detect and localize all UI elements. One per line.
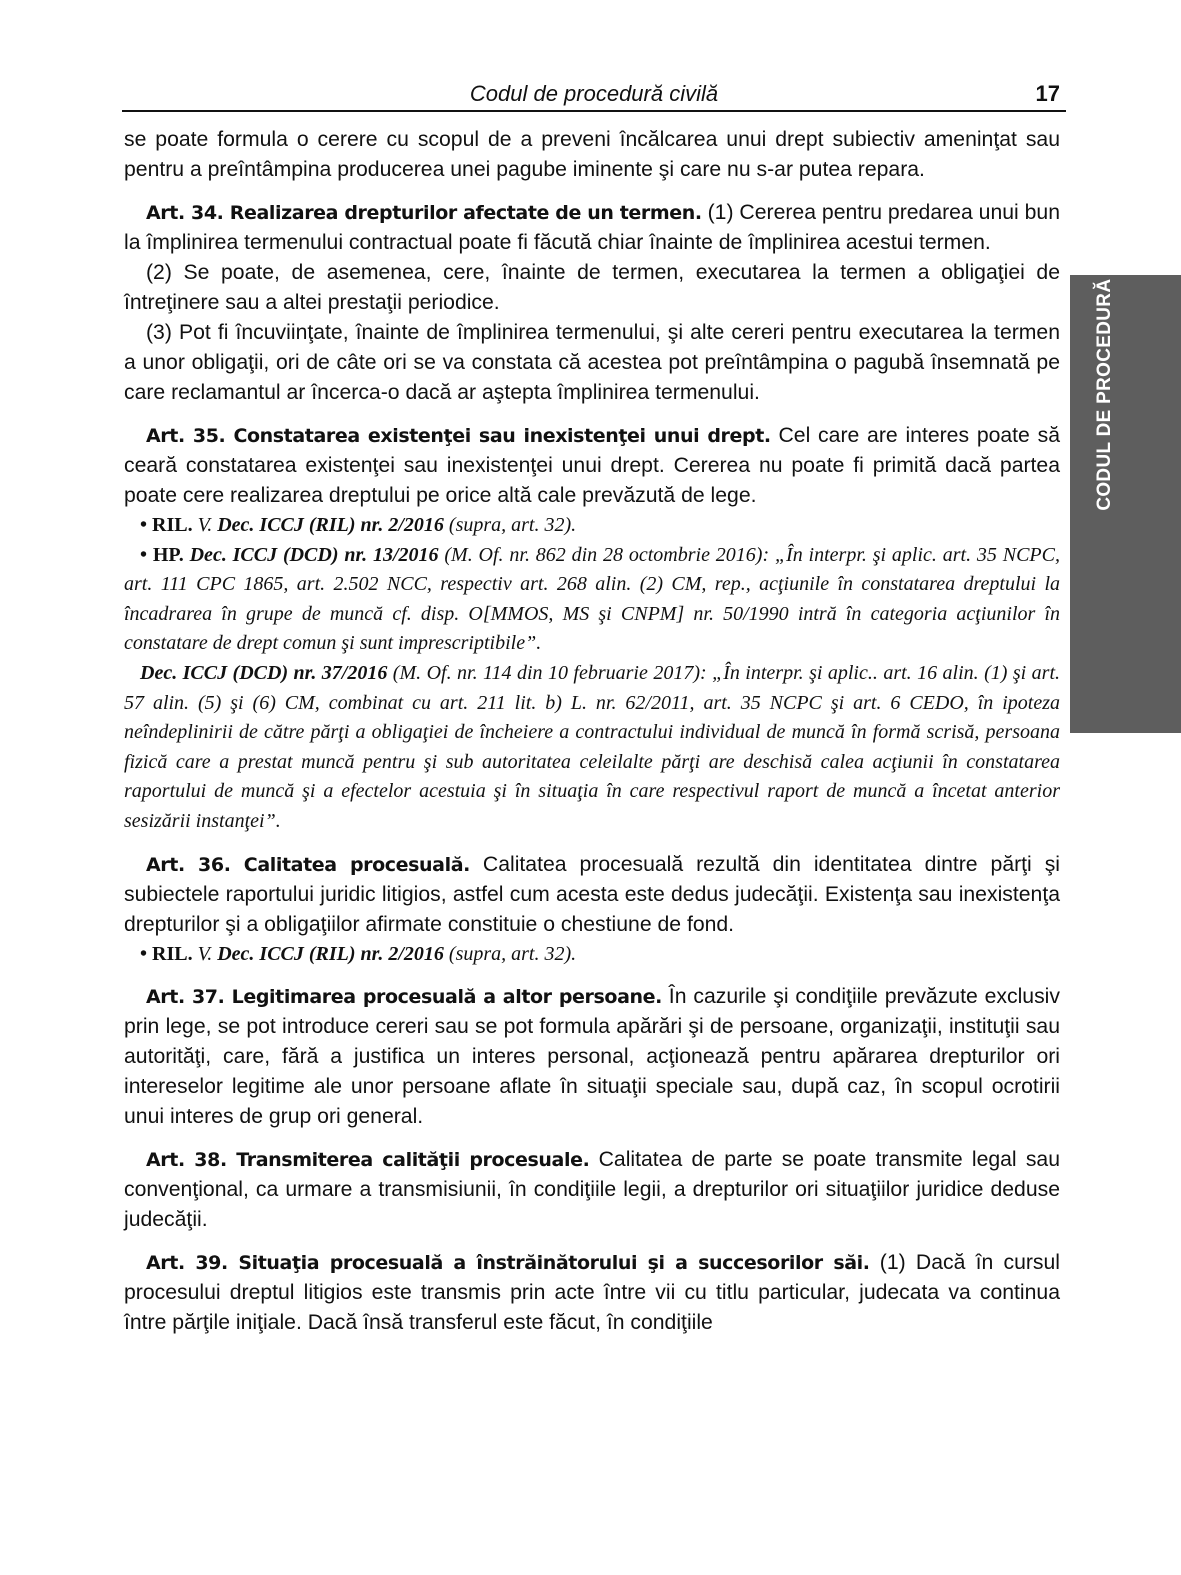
- note-label-ril: • RIL.: [140, 514, 193, 536]
- article-35: [124, 421, 1060, 511]
- chapter-thumb-tab-label: CODUL DE PROCEDURĂ CIVILĂ: [1094, 209, 1115, 511]
- article-35-note-ril: • RIL. V. Dec. ICCJ (RIL) nr. 2/2016 (supra, art. 32).: [140, 514, 577, 536]
- note-ref: Dec. ICCJ (DCD) nr. 37/2016: [140, 661, 388, 684]
- article-35-note-hp: [124, 541, 1060, 659]
- continuation-paragraph: se poate formula o cerere cu scopul de a preveni încălcarea unui drept subiectiv ameninţat sau pentru a preîntâmpina producerea unei pagube iminente şi care nu s-ar putea repara.: [124, 128, 1060, 181]
- page-number: 17: [1035, 81, 1060, 106]
- article-34-heading: Art. 34. Realizarea drepturilor afectate de un termen.: [146, 202, 702, 224]
- article-36: [124, 850, 1060, 940]
- article-34: [124, 198, 1060, 258]
- article-38: [124, 1145, 1060, 1235]
- article-36-note-ril: • RIL. V. Dec. ICCJ (RIL) nr. 2/2016 (supra, art. 32).: [140, 942, 577, 965]
- article-39: [124, 1248, 1060, 1338]
- note-text: (M. Of. nr. 862 din 28 octombrie 2016): „În interpr. şi aplic. art. 35 NCPC, art. 111 CPC 1865, art. 2.502 NCC, respectiv art. 268 alin. (2) CM, rep., acţiunile în constatarea dreptului la încadrarea în grupe de muncă cf. disp. O[MMOS, MS şi CNPM] nr. 50/1990 intră în categoria acţiunilor în constatare de drept comun şi sunt imprescriptibile”.: [124, 543, 1060, 655]
- running-title: Codul de procedură civilă: [469, 81, 719, 106]
- note-ref: Dec. ICCJ (RIL) nr. 2/2016: [217, 514, 444, 536]
- article-35-note-hp-2: [124, 659, 1060, 837]
- article-34-paragraph-2: (2) Se poate, de asemenea, cere, înainte de termen, executarea la termen a obligaţiei de întreţinere sau a altei prestaţii periodice.: [124, 261, 1060, 314]
- note-text: (M. Of. nr. 114 din 10 februarie 2017): „În interpr. şi aplic.. art. 16 alin. (1) şi art. 57 alin. (5) şi (6) CM, combinat cu art. 211 lit. b) L. nr. 62/2011, art. 35 NCPC şi art. 6 CEDO, în ipoteza neîndeplinirii de către părţi a obligaţiei de încheiere a contractului individual de muncă în formă scrisă, persoana fizică care a prestat muncă pentru şi sub autoritatea celeilalte părţi are deschisă calea acţiunii în constatarea raportului de muncă şi a efectelor acestuia şi în situaţia în care respectivul raport de muncă a încetat anterior sesizării instanţei”.: [124, 661, 1060, 832]
- article-36-heading: Art. 36. Calitatea procesuală.: [146, 853, 470, 876]
- article-37-heading: Art. 37. Legitimarea procesuală a altor persoane.: [146, 986, 662, 1009]
- article-38-text: Calitatea de parte se poate transmite legal sau convenţional, ca urmare a transmisiunii, în condiţiile legii, a drepturilor ori situaţiilor juridice deduse judecăţii.: [124, 1148, 1060, 1232]
- article-39-text: (1) Dacă în cursul procesului dreptul litigios este transmis prin acte între vii cu titlu particular, judecata va continua între părţile iniţiale. Dacă însă transferul este făcut, în condiţiile: [124, 1251, 1061, 1335]
- article-37: [124, 982, 1060, 1132]
- chapter-thumb-tab: [1070, 209, 1181, 733]
- article-35-text: Cel care are interes poate să ceară constatarea existenţei sau inexistenţei unui drept. Cererea nu poate fi primită dacă partea poate cere realizarea dreptului pe orice altă cale prevăzută de lege.: [124, 424, 1060, 507]
- article-36-text: Calitatea procesuală rezultă din identitatea dintre părţi şi subiectele raportului juridic litigios, astfel cum acesta este dedus judecăţii. Existenţa sau inexistenţa drepturilor şi a obligaţiilor afirmate constituie o chestiune de fond.: [124, 852, 1061, 936]
- note-label-ril: • RIL.: [140, 942, 193, 965]
- note-ref: Dec. ICCJ (RIL) nr. 2/2016: [217, 942, 444, 965]
- article-39-heading: Art. 39. Situaţia procesuală a înstrăinătorului şi a succesorilor săi.: [146, 1252, 870, 1275]
- note-ref: Dec. ICCJ (DCD) nr. 13/2016: [183, 543, 439, 566]
- article-38-heading: Art. 38. Transmiterea calităţii procesuale.: [146, 1149, 590, 1172]
- article-34-paragraph-1: (1) Cererea pentru predarea unui bun la împlinirea termenului contractual poate fi făcută chiar înainte de împlinirea acestui termen.: [124, 201, 1060, 254]
- article-35-heading: Art. 35. Constatarea existenţei sau inexistenţei unui drept.: [146, 425, 771, 447]
- article-34-paragraph-3: (3) Pot fi încuviinţate, înainte de împlinirea termenului, şi alte cereri pentru executarea la termen a unor obligaţii, ori de câte ori se va constata că acestea pot preîntâmpina o pagubă însemnată pe care reclamantul ar încerca-o dacă ar aştepta împlinirea termenului.: [124, 321, 1060, 404]
- page-body: [124, 125, 1060, 1338]
- article-37-text: În cazurile şi condiţiile prevăzute exclusiv prin lege, se pot introduce cereri sau se pot formula apărări şi de persoane, organizaţii, instituţii sau autorităţi, care, fără a justifica un interes personal, acţionează pentru apărarea drepturilor ori intereselor legitime ale unor persoane aflate în situaţii speciale sau, după caz, în scopul ocrotirii unui interes de grup ori general.: [124, 985, 1060, 1129]
- running-header: [122, 80, 1066, 112]
- note-label-hp: • HP.: [140, 543, 184, 566]
